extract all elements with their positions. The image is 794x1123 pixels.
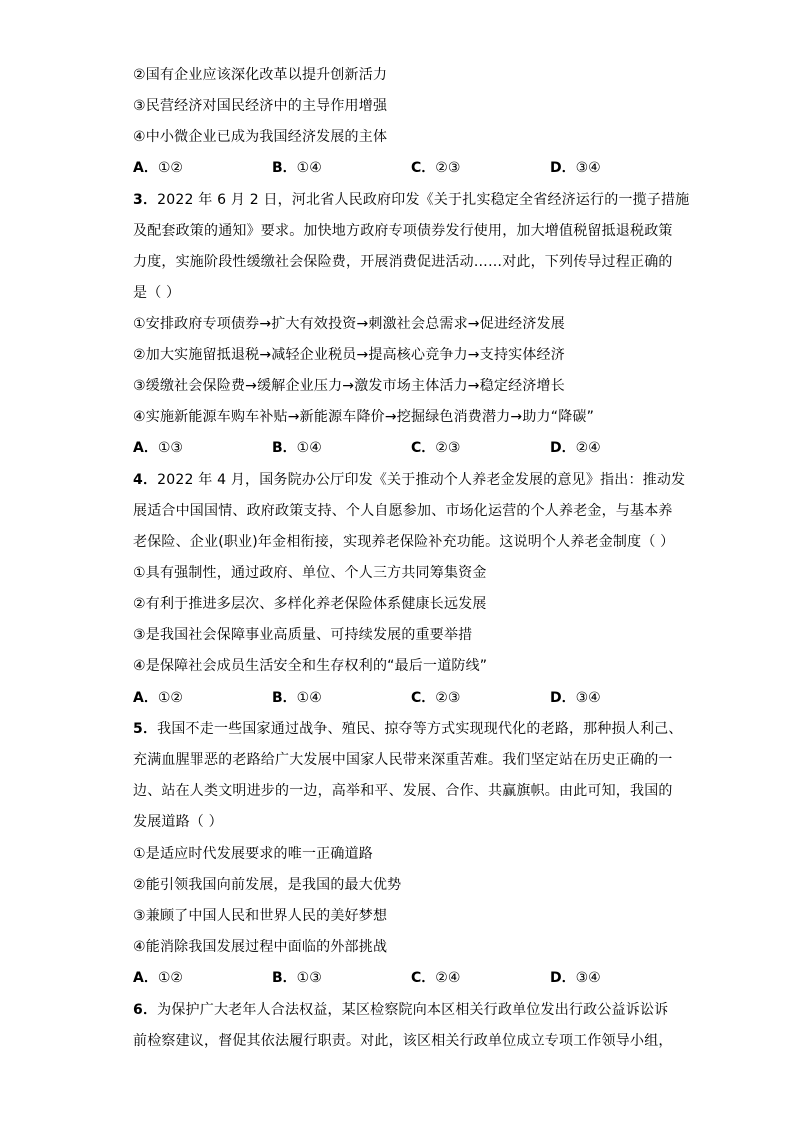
q5-option-a[interactable]: A．①② bbox=[133, 970, 183, 986]
q5-statement-1: ①是适应时代发展要求的唯一正确道路 bbox=[133, 846, 373, 862]
q3-statement-3: ③缓缴社会保险费→缓解企业压力→激发市场主体活力→稳定经济增长 bbox=[133, 378, 565, 394]
q3-stem-line-3: 力度，实施阶段性缓缴社会保险费，开展消费促进活动……对此，下列传导过程正确的 bbox=[133, 254, 673, 270]
q2-option-b[interactable]: B．①④ bbox=[272, 160, 322, 176]
q5-statement-3: ③兼顾了中国人民和世界人民的美好梦想 bbox=[133, 908, 388, 924]
q5-stem-line-1: 5．我国不走一些国家通过战争、殖民、掠夺等方式实现现代化的老路，那种损人利己、 bbox=[133, 721, 683, 737]
q5-option-b[interactable]: B．①③ bbox=[272, 970, 322, 986]
q3-statement-4: ④实施新能源车购车补贴→新能源车降价→挖掘绿色消费潜力→助力“降碳” bbox=[133, 409, 595, 425]
q6-stem-line-2: 前检察建议，督促其依法履行职责。对此，该区相关行政单位成立专项工作领导小组， bbox=[133, 1033, 673, 1049]
q4-number: 4． bbox=[133, 472, 158, 488]
q2-option-d[interactable]: D．③④ bbox=[550, 160, 601, 176]
q3-option-a[interactable]: A．①③ bbox=[133, 440, 183, 456]
q3-option-b[interactable]: B．①④ bbox=[272, 440, 322, 456]
q4-statement-3: ③是我国社会保障事业高质量、可持续发展的重要举措 bbox=[133, 627, 473, 643]
q2-statement-3: ③民营经济对国民经济中的主导作用增强 bbox=[133, 98, 388, 114]
q5-statement-4: ④能消除我国发展过程中面临的外部挑战 bbox=[133, 939, 388, 955]
q3-options bbox=[133, 438, 663, 458]
q6-number: 6． bbox=[133, 1002, 158, 1018]
q2-options bbox=[133, 158, 663, 178]
q5-option-c[interactable]: C．②④ bbox=[411, 970, 461, 986]
q5-stem-line-2: 充满血腥罪恶的老路给广大发展中国家人民带来深重苦难。我们坚定站在历史正确的一 bbox=[133, 752, 673, 768]
q5-stem-line-4: 发展道路（ ） bbox=[133, 814, 223, 830]
q3-stem-line-4: 是（ ） bbox=[133, 285, 181, 301]
q2-option-a[interactable]: A．①② bbox=[133, 160, 183, 176]
q3-statement-1: ①安排政府专项债券→扩大有效投资→刺激社会总需求→促进经济发展 bbox=[133, 316, 565, 332]
q4-options bbox=[133, 688, 663, 708]
q4-option-a[interactable]: A．①② bbox=[133, 690, 183, 706]
q5-option-d[interactable]: D．③④ bbox=[550, 970, 601, 986]
q3-option-c[interactable]: C．②③ bbox=[411, 440, 461, 456]
q4-stem-line-2: 展适合中国国情、政府政策支持、个人自愿参加、市场化运营的个人养老金，与基本养 bbox=[133, 503, 673, 519]
q2-statement-4: ④中小微企业已成为我国经济发展的主体 bbox=[133, 129, 388, 145]
q4-statement-1: ①具有强制性，通过政府、单位、个人三方共同筹集资金 bbox=[133, 565, 487, 581]
q4-statement-2: ②有利于推进多层次、多样化养老保险体系健康长远发展 bbox=[133, 596, 487, 612]
q4-option-c[interactable]: C．②③ bbox=[411, 690, 461, 706]
q2-option-c[interactable]: C．②③ bbox=[411, 160, 461, 176]
q5-statement-2: ②能引领我国向前发展，是我国的最大优势 bbox=[133, 877, 402, 893]
q3-number: 3． bbox=[133, 192, 158, 208]
q5-stem-line-3: 边、站在人类文明进步的一边，高举和平、发展、合作、共赢旗帜。由此可知，我国的 bbox=[133, 783, 673, 799]
q5-number: 5． bbox=[133, 721, 158, 737]
q5-options bbox=[133, 968, 663, 988]
q3-statement-2: ②加大实施留抵退税→减轻企业税员→提高核心竞争力→支持实体经济 bbox=[133, 347, 565, 363]
q3-option-d[interactable]: D．②④ bbox=[550, 440, 601, 456]
q4-option-b[interactable]: B．①④ bbox=[272, 690, 322, 706]
q2-statement-2: ②国有企业应该深化改革以提升创新活力 bbox=[133, 67, 388, 83]
q3-stem-line-2: 及配套政策的通知》要求。加快地方政府专项债券发行使用，加大增值税留抵退税政策 bbox=[133, 223, 673, 239]
q4-stem-line-3: 老保险、企业(职业)年金相衔接，实现养老保险补充功能。这说明个人养老金制度（ ） bbox=[133, 534, 675, 550]
q6-stem-line-1: 6．为保护广大老年人合法权益，某区检察院向本区相关行政单位发出行政公益诉讼诉 bbox=[133, 1002, 669, 1018]
q3-stem-line-1: 3．2022 年 6 月 2 日，河北省人民政府印发《关于扎实稳定全省经济运行的一揽子措施 bbox=[133, 192, 690, 208]
q4-option-d[interactable]: D．③④ bbox=[550, 690, 601, 706]
q4-statement-4: ④是保障社会成员生活安全和生存权利的“最后一道防线” bbox=[133, 658, 488, 674]
q4-stem-line-1: 4．2022 年 4 月，国务院办公厅印发《关于推动个人养老金发展的意见》指出：推动发 bbox=[133, 472, 686, 488]
